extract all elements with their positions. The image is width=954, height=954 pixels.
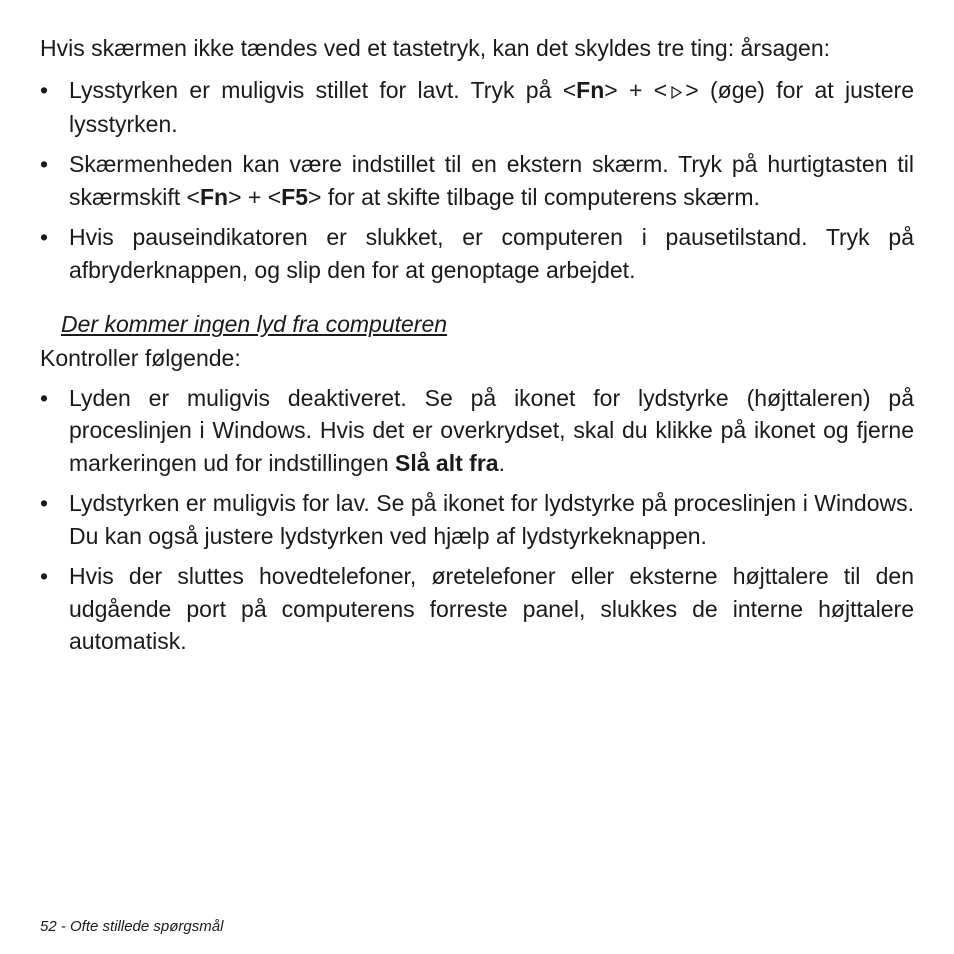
key-fn: Fn [199, 183, 229, 210]
list-item-brightness [40, 74, 914, 141]
display-troubleshoot-list [40, 74, 914, 287]
item-text: Hvis der sluttes hovedtelefoner, øretelefoner eller eksterne højttalere til den udgående port på computerens forreste panel, slukkes de interne højttalere automatisk. [69, 563, 914, 655]
list-item-sleep-mode [40, 221, 914, 286]
bullet: • [40, 490, 49, 517]
intro-paragraph: Hvis skærmen ikke tændes ved et tastetryk, kan det skyldes tre ting: årsagen: [40, 35, 831, 61]
item-text: . [498, 449, 505, 476]
item-text: Hvis pauseindikatoren er slukket, er computeren i pausetilstand. Tryk på afbryderknappen, og slip den for at genoptage arbejdet. [69, 224, 914, 283]
item-text: Lydstyrken er muligvis for lav. Se på ikonet for lydstyrke på proceslinjen i Windows. Du kan også justere lydstyrken ved hjælp af lydstyrkeknappen. [69, 490, 914, 549]
item-text: Lysstyrken er muligvis stillet for lavt. Tryk på < [69, 76, 577, 103]
page-footer: 52 - Ofte stillede spørgsmål [40, 918, 224, 935]
item-text: > + < [604, 76, 668, 103]
list-item-headphones [40, 560, 914, 658]
item-text: > (øge) for at justere lysstyrken. [69, 76, 915, 137]
bullet: • [40, 563, 49, 590]
bullet: • [40, 384, 49, 411]
item-text: > + < [228, 183, 282, 210]
brightness-up-triangle-icon [671, 75, 682, 108]
mute-all-option: Slå alt fra [395, 449, 499, 476]
item-text: Skærmenheden kan være indstillet til en ekstern skærm. Tryk på hurtigtasten til skærmskift < [69, 151, 914, 210]
sound-troubleshoot-list [40, 382, 914, 658]
section-heading: Der kommer ingen lyd fra computeren [61, 311, 448, 338]
bullet: • [40, 76, 49, 103]
lead-paragraph: Kontroller følgende: [40, 345, 241, 372]
list-item-volume-low [40, 487, 914, 552]
item-text: > for at skifte tilbage til computerens skærm. [308, 183, 760, 210]
bullet: • [40, 151, 49, 178]
bullet: • [40, 224, 49, 251]
item-text: Lyden er muligvis deaktiveret. Se på ikonet for lydstyrke (højttaleren) på proceslinjen i Windows. Hvis det er overkrydset, skal du klikke på ikonet og fjerne markeringen ud for indstillingen [69, 384, 914, 476]
key-fn: Fn [576, 76, 605, 103]
document-page [40, 32, 914, 666]
list-item-muted [40, 382, 914, 480]
key-f5: F5 [281, 183, 309, 210]
list-item-external-display [40, 148, 914, 213]
